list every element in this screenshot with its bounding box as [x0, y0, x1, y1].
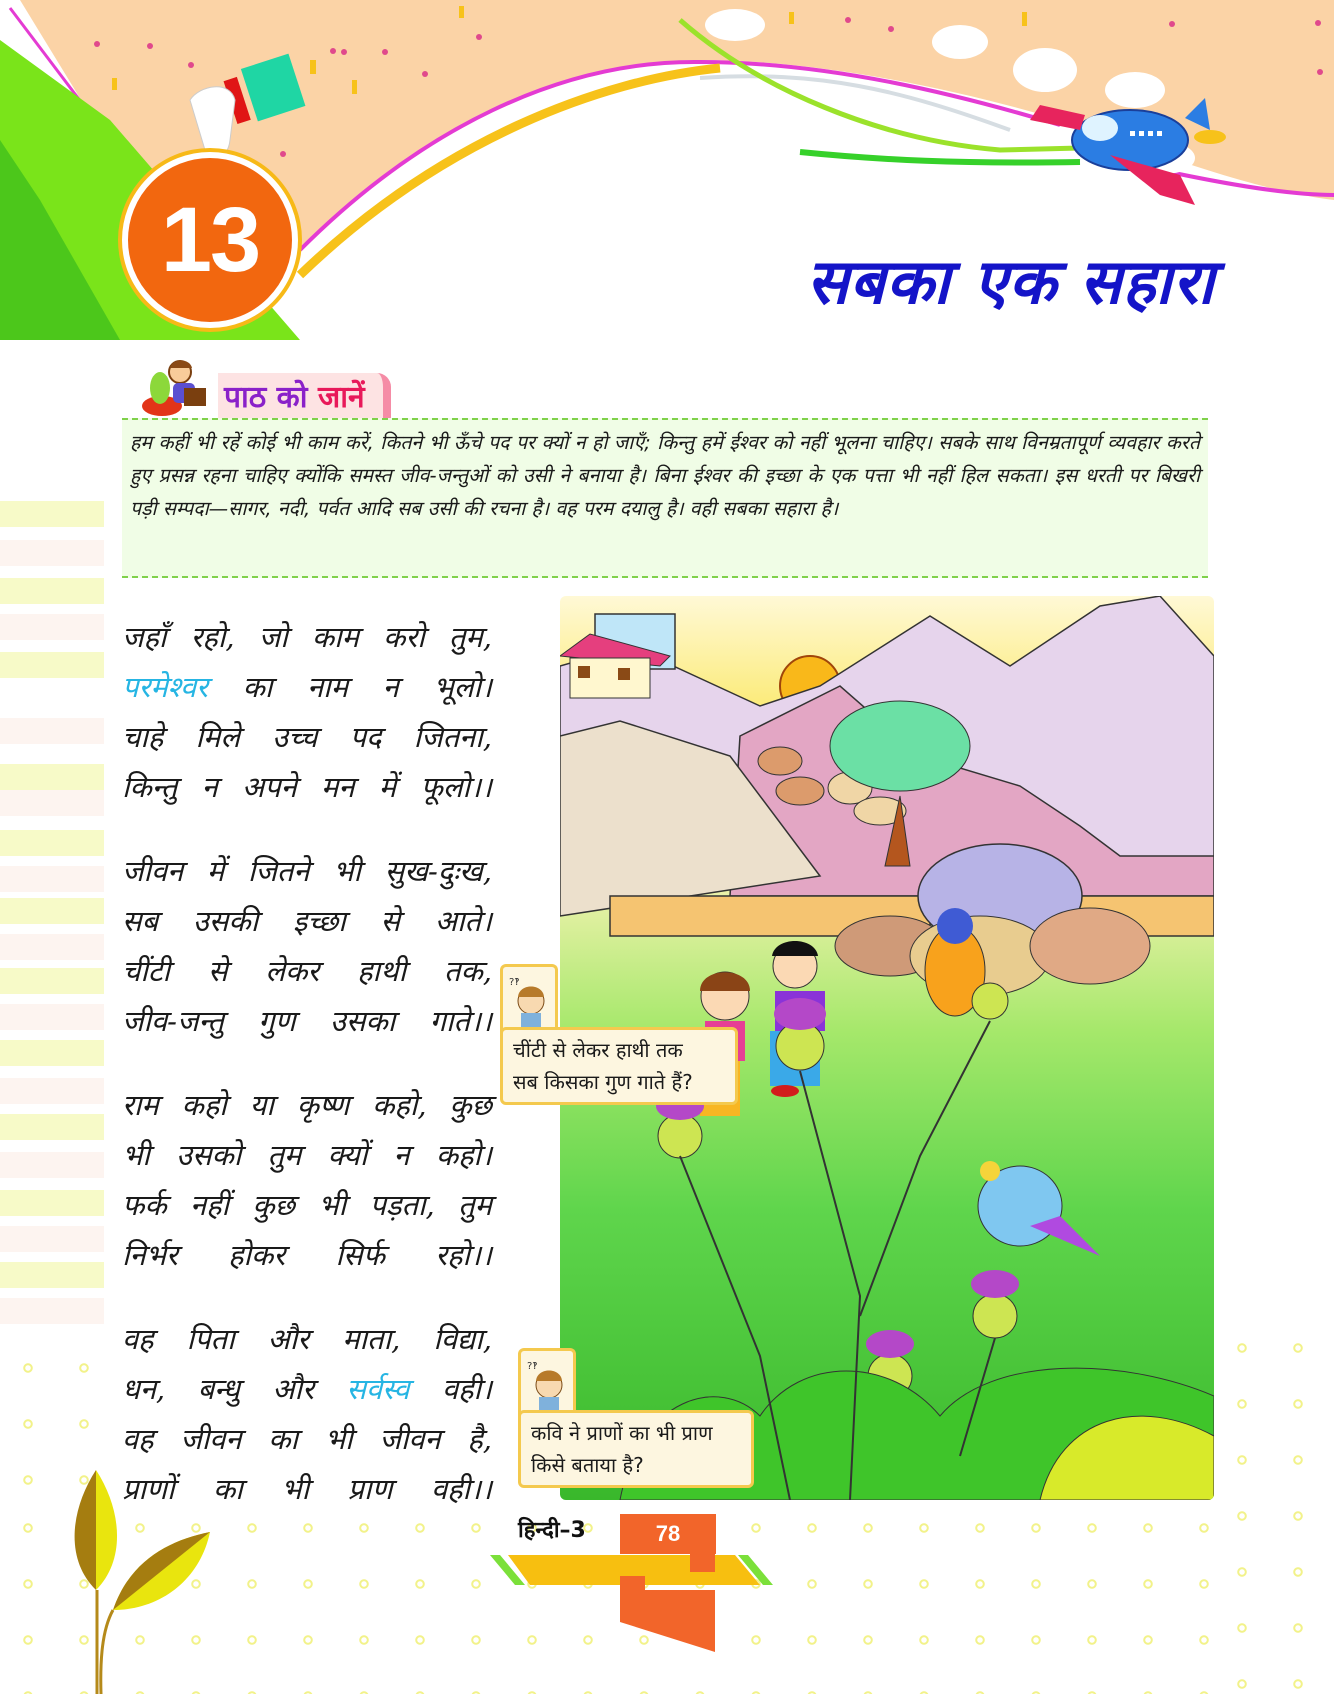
intro-label-part1: पाठ को — [224, 380, 308, 415]
poem-line: फर्क नहीं कुछ भी पड़ता, तुम — [122, 1188, 492, 1222]
chapter-number-badge: 13 — [122, 152, 298, 328]
side-stripe — [0, 968, 104, 994]
side-stripe — [0, 764, 104, 790]
thinking-boy-icon — [518, 1348, 576, 1418]
poem — [122, 612, 492, 1548]
side-stripe — [0, 1298, 104, 1324]
side-stripe — [0, 830, 104, 856]
poem-line: चाहे मिले उच्च पद जितना, — [122, 720, 492, 754]
intro-label — [218, 373, 391, 418]
poem-line: जहाँ रहो, जो काम करो तुम, — [122, 620, 492, 654]
intro-heading — [140, 358, 391, 418]
side-stripe — [0, 1004, 104, 1030]
side-stripe — [0, 718, 104, 744]
poem-line: सब उसकी इच्छा से आते। — [122, 904, 492, 938]
poem-line: राम कहो या कृष्ण कहो, कुछ — [122, 1088, 492, 1122]
callout-line: चींटी से लेकर हाथी तक — [513, 1038, 683, 1062]
side-stripe — [0, 1078, 104, 1104]
side-stripe — [0, 614, 104, 640]
side-stripe — [0, 866, 104, 892]
poem-line-text: का नाम न भूलो। — [208, 670, 492, 704]
side-stripe — [0, 934, 104, 960]
svg-text:?‽: ?‽ — [509, 976, 520, 988]
side-stripe — [0, 501, 104, 527]
side-stripe — [0, 1040, 104, 1066]
poem-line: किन्तु न अपने मन में फूलो।। — [122, 770, 492, 804]
book-name: हिन्दी–3 — [518, 1518, 586, 1543]
callout-line: सब किसका गुण गाते हैं? — [513, 1070, 693, 1094]
reading-boy-icon — [140, 358, 220, 418]
side-stripe — [0, 1226, 104, 1252]
poem-line: जीव-जन्तु गुण उसका गाते।। — [122, 1004, 492, 1038]
side-stripe — [0, 1262, 104, 1288]
side-stripe — [0, 1114, 104, 1140]
poem-line: निर्भर होकर सिर्फ रहो।। — [122, 1238, 492, 1272]
intro-label-part2: जानें — [317, 380, 365, 415]
poem-line: जीवन में जितने भी सुख-दुःख, — [122, 854, 492, 888]
intro-summary: हम कहीं भी रहें कोई भी काम करें, कितने भी ऊँचे पद पर क्यों न हो जाएँ; किन्तु हमें ईश्वर को नहीं भूलना चाहिए। सबके साथ विनम्रतापूर्ण व्यवहार करते हुए प्रसन्न रहना चाहिए क्योंकि समस्त जीव-जन्तुओं को उसी ने बनाया है। बिना ईश्वर की इच्छा के एक पत्ता भी नहीं हिल सकता। इस धरती पर बिखरी पड़ी सम्पदा—सागर, नदी, पर्वत आदि सब उसी की रचना है। वह परम दयालु है। वही सबका सहारा है। — [122, 418, 1208, 578]
side-stripe — [0, 898, 104, 924]
question-callout — [500, 1027, 738, 1105]
poem-stanza — [122, 1080, 492, 1280]
poem-stanza — [122, 1314, 492, 1514]
page-title: सबका एक सहारा — [806, 245, 1215, 318]
poem-line-text: धन, बन्धु और — [122, 1372, 347, 1406]
page-number: 78 — [620, 1514, 716, 1554]
callout-line: किसे बताया है? — [531, 1453, 644, 1477]
side-stripe — [0, 1190, 104, 1216]
highlighted-word: परमेश्वर — [122, 670, 208, 704]
side-stripe — [0, 540, 104, 566]
side-stripe — [0, 1152, 104, 1178]
side-stripe — [0, 652, 104, 678]
dot-pattern — [1214, 1320, 1334, 1694]
poem-line: वह जीवन का भी जीवन है, — [122, 1422, 492, 1456]
poem-stanza — [122, 612, 492, 812]
blue-bird-icon — [978, 1161, 1100, 1256]
poem-line: भी उसको तुम क्यों न कहो। — [122, 1138, 492, 1172]
svg-text:?‽: ?‽ — [527, 1360, 538, 1372]
highlighted-word: सर्वस्व — [346, 1372, 410, 1406]
poem-line-text: वही। — [409, 1372, 493, 1406]
poem-line — [122, 1364, 492, 1414]
side-stripe — [0, 790, 104, 816]
poem-line: वह पिता और माता, विद्या, — [122, 1322, 492, 1356]
poem-line: चींटी से लेकर हाथी तक, — [122, 954, 492, 988]
question-callout — [518, 1410, 754, 1488]
poem-line: प्राणों का भी प्राण वही।। — [122, 1472, 492, 1506]
callout-line: कवि ने प्राणों का भी प्राण — [531, 1421, 713, 1445]
side-stripe — [0, 578, 104, 604]
thinking-boy-icon — [500, 964, 558, 1034]
poem-stanza — [122, 846, 492, 1046]
poem-line — [122, 662, 492, 712]
